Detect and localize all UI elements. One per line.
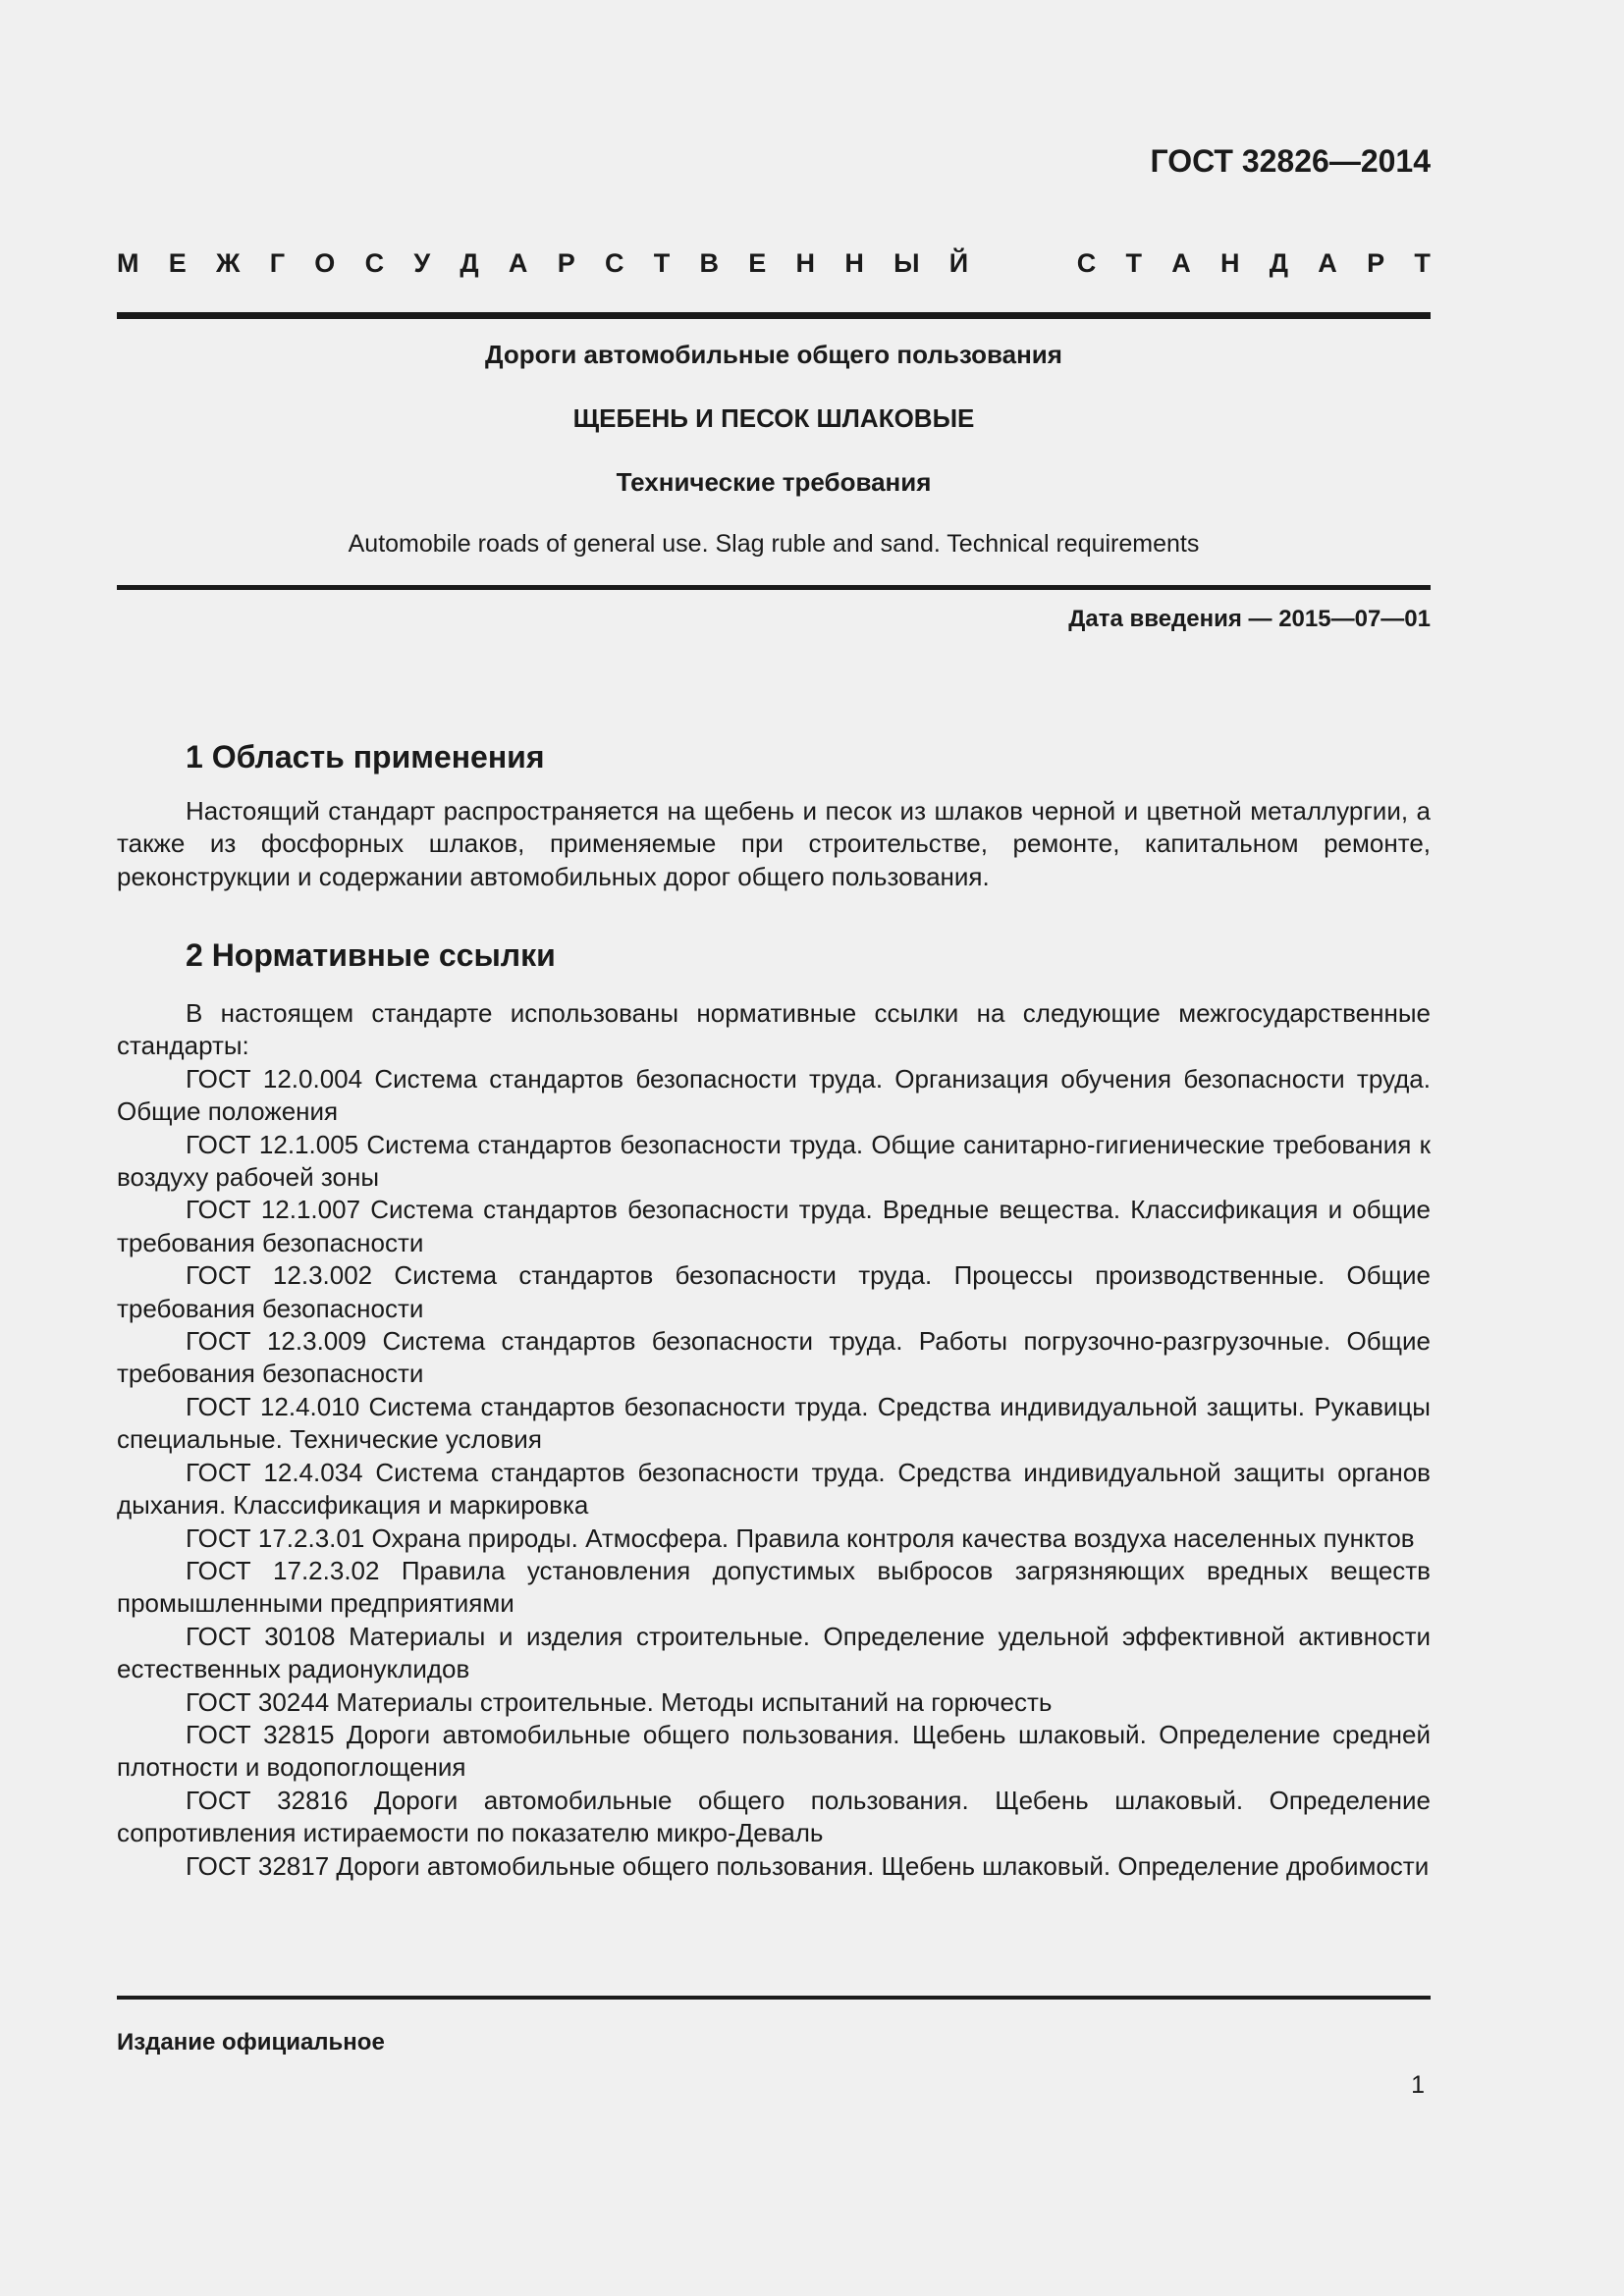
effective-date: Дата введения — 2015—07—01 [1068, 606, 1431, 632]
reference-item: ГОСТ 30108 Материалы и изделия строительные. Определение удельной эффективной активности естественных радионуклидов [117, 1621, 1431, 1684]
banner-letter: Н [1220, 248, 1240, 278]
reference-item: ГОСТ 12.3.009 Система стандартов безопасности труда. Работы погрузочно-разгрузочные. Общие требования безопасности [117, 1326, 1431, 1389]
banner-letter: С [1076, 248, 1097, 278]
section-1-body [117, 795, 1431, 893]
banner-letter: Ж [216, 248, 241, 278]
reference-item: ГОСТ 12.4.034 Система стандартов безопасности труда. Средства индивидуальной защиты органов дыхания. Классификация и маркировка [117, 1457, 1431, 1521]
paragraph: В настоящем стандарте использованы нормативные ссылки на следующие межгосударственные стандарты: [117, 998, 1431, 1061]
banner-letter: М [117, 248, 139, 278]
reference-item: ГОСТ 17.2.3.01 Охрана природы. Атмосфера. Правила контроля качества воздуха населенных пунктов [186, 1522, 1415, 1553]
title-divider [117, 585, 1431, 590]
paragraph: Настоящий стандарт распространяется на щебень и песок из шлаков черной и цветной металлургии, а также из фосфорных шлаков, применяемые при строительстве, ремонте, капитальном ремонте, реконструкции и содержании автомобильных дорог общего пользования. [117, 796, 1431, 891]
banner-letter: Г [269, 248, 286, 278]
title-road-category: Дороги автомобильные общего пользования [485, 340, 1062, 369]
banner-letter: Д [1269, 248, 1289, 278]
reference-item: ГОСТ 12.3.002 Система стандартов безопасности труда. Процессы производственные. Общие требования безопасности [117, 1260, 1431, 1323]
interstate-standard-banner [117, 246, 1431, 280]
banner-letter: Р [1367, 248, 1385, 278]
banner-letter: А [1318, 248, 1337, 278]
banner-letter: Ы [893, 248, 920, 278]
section-2-heading: 2 Нормативные ссылки [186, 937, 556, 973]
section-1-heading: 1 Область применения [186, 739, 545, 774]
banner-letter: В [699, 248, 719, 278]
banner-letter: Е [168, 248, 187, 278]
title-subtitle: Технические требования [616, 467, 932, 497]
banner-letter: Р [557, 248, 575, 278]
reference-item: ГОСТ 32816 Дороги автомобильные общего пользования. Щебень шлаковый. Определение сопротивления истираемости по показателю микро-Деваль [117, 1785, 1431, 1848]
banner-letter: А [508, 248, 528, 278]
banner-letter: Н [844, 248, 864, 278]
reference-item: ГОСТ 12.1.005 Система стандартов безопасности труда. Общие санитарно-гигиенические требования к воздуху рабочей зоны [117, 1129, 1431, 1193]
footer-divider [117, 1996, 1431, 2000]
reference-item: ГОСТ 32815 Дороги автомобильные общего пользования. Щебень шлаковый. Определение средней плотности и водопоглощения [117, 1719, 1431, 1783]
reference-item: ГОСТ 30244 Материалы строительные. Методы испытаний на горючесть [186, 1686, 1053, 1717]
gost-number: ГОСТ 32826—2014 [1150, 143, 1431, 179]
top-divider [117, 312, 1431, 319]
title-english: Automobile roads of general use. Slag ruble and sand. Technical requirements [348, 530, 1200, 558]
banner-letter: С [604, 248, 624, 278]
reference-item: ГОСТ 32817 Дороги автомобильные общего пользования. Щебень шлаковый. Определение дробимости [186, 1850, 1430, 1881]
banner-letter: С [364, 248, 385, 278]
banner-letter: Н [795, 248, 816, 278]
title-main: ЩЕБЕНЬ И ПЕСОК ШЛАКОВЫЕ [572, 403, 975, 433]
page-number: 1 [1411, 2071, 1425, 2099]
reference-item: ГОСТ 12.0.004 Система стандартов безопасности труда. Организация обучения безопасности труда. Общие положения [117, 1063, 1431, 1127]
banner-word-gap [998, 246, 1047, 280]
banner-letter: Е [748, 248, 767, 278]
banner-letter: Т [653, 248, 671, 278]
banner-letter: Й [948, 248, 969, 278]
reference-item: ГОСТ 17.2.3.02 Правила установления допустимых выбросов загрязняющих вредных веществ промышленными предприятиями [117, 1555, 1431, 1619]
section-2-body [117, 997, 1431, 1883]
banner-letter: Т [1125, 248, 1142, 278]
reference-item: ГОСТ 12.1.007 Система стандартов безопасности труда. Вредные вещества. Классификация и общие требования безопасности [117, 1195, 1431, 1257]
banner-letter: О [314, 248, 336, 278]
reference-item: ГОСТ 12.4.010 Система стандартов безопасности труда. Средства индивидуальной защиты. Рукавицы специальные. Технические условия [117, 1391, 1431, 1455]
banner-letter: А [1171, 248, 1191, 278]
banner-letter: Т [1414, 248, 1431, 278]
official-edition-label: Издание официальное [117, 2029, 385, 2056]
banner-letter: Д [460, 248, 479, 278]
banner-letter: У [413, 248, 431, 278]
